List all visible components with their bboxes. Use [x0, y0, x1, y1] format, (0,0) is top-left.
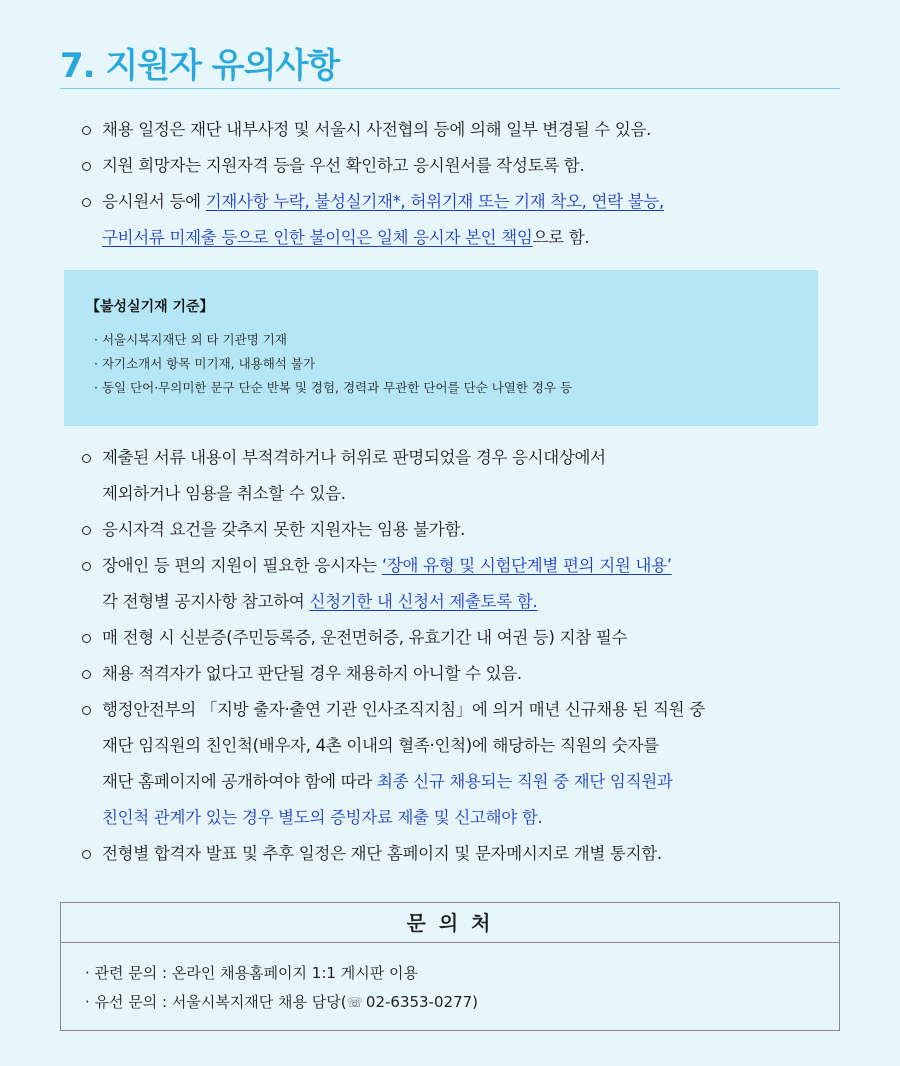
bullet-icon: [82, 526, 91, 535]
bullet-icon: [82, 850, 91, 859]
notice-item: [82, 692, 842, 836]
notice-highlight: 신청기한 내 신청서 제출토록 함.: [309, 592, 538, 611]
notice-highlight: 친인척 관계가 있는 경우 별도의 증빙자료 제출 및 신고해야 함.: [102, 808, 543, 827]
notice-highlight: 기재사항 누락, 불성실기재*, 허위기재 또는 기재 착오, 연락 불능,: [205, 192, 664, 211]
notice-item: [82, 184, 842, 256]
criteria-item: · 서울시복지재단 외 타 기관명 기재: [94, 332, 287, 347]
notice-text: 행정안전부의 「지방 출자·출연 기관 인사조직지침」에 의거 매년 신규채용 된 직원 중: [102, 700, 705, 719]
notice-text: 재단 임직원의 친인척(배우자, 4촌 이내의 혈족·인척)에 해당하는 직원의 숫자를: [102, 736, 659, 755]
contact-general: · 관련 문의 : 온라인 채용홈페이지 1:1 게시판 이용: [85, 964, 418, 982]
bullet-icon: [82, 562, 91, 571]
title-divider: [60, 88, 840, 89]
notice-text: 응시자격 요건을 갖추지 못한 지원자는 임용 불가함.: [102, 520, 466, 539]
criteria-title: 【불성실기재 기준】: [86, 299, 214, 315]
criteria-box: [82, 270, 842, 426]
bullet-icon: [82, 126, 91, 135]
notice-text: 재단 홈페이지에 공개하여야 함에 따라: [102, 772, 377, 791]
contact-phone-prefix: · 유선 문의 : 서울시복지재단 채용 담당(: [85, 993, 347, 1011]
notice-item: [82, 620, 842, 656]
notice-highlight: ‘장애 유형 및 시험단계별 편의 지원 내용’: [381, 556, 672, 575]
contact-phone-number: 02-6353-0277): [365, 993, 479, 1011]
bullet-icon: [82, 198, 91, 207]
notice-list: [82, 112, 842, 872]
notice-text: 으로 함.: [532, 228, 590, 247]
notice-item: [82, 440, 842, 512]
notice-text: 매 전형 시 신분증(주민등록증, 운전면허증, 유효기간 내 여권 등) 지참 필수: [102, 628, 628, 647]
notice-item: [82, 148, 842, 184]
notice-item: [82, 548, 842, 620]
notice-text: 지원 희망자는 지원자격 등을 우선 확인하고 응시원서를 작성토록 함.: [102, 156, 585, 175]
notice-item: [82, 112, 842, 148]
notice-text: 제외하거나 임용을 취소할 수 있음.: [102, 484, 346, 503]
contact-phone-line: [85, 988, 839, 1018]
bullet-icon: [82, 454, 91, 463]
notice-text: 각 전형별 공지사항 참고하여: [102, 592, 310, 611]
bullet-icon: [82, 670, 91, 679]
notice-item: [82, 656, 842, 692]
phone-icon: ☏: [346, 996, 363, 1011]
notice-text: 제출된 서류 내용이 부적격하거나 허위로 판명되었을 경우 응시대상에서: [102, 448, 606, 467]
criteria-item: · 동일 단어·무의미한 문구 단순 반복 및 경험, 경력과 무관한 단어를 단순 나열한 경우 등: [94, 380, 573, 395]
notice-text: 응시원서 등에: [102, 192, 206, 211]
notice-item: [82, 512, 842, 548]
bullet-icon: [82, 162, 91, 171]
notice-text: 채용 일정은 재단 내부사정 및 서울시 사전협의 등에 의해 일부 변경될 수 있음.: [102, 120, 652, 139]
page-title: 7. 지원자 유의사항: [60, 46, 340, 86]
bullet-icon: [82, 634, 91, 643]
contact-box: [60, 902, 840, 1031]
notice-highlight: 최종 신규 채용되는 직원 중 재단 임직원과: [376, 772, 673, 791]
notice-text: 장애인 등 편의 지원이 필요한 응시자는: [102, 556, 382, 575]
notice-text: 전형별 합격자 발표 및 추후 일정은 재단 홈페이지 및 문자메시지로 개별 통지함.: [102, 844, 662, 863]
notice-item: [82, 836, 842, 872]
notice-text: 채용 적격자가 없다고 판단될 경우 채용하지 아니할 수 있음.: [102, 664, 522, 683]
criteria-item: · 자기소개서 항목 미기재, 내용해석 불가: [94, 356, 316, 371]
contact-title: 문 의 처: [61, 903, 839, 943]
notice-highlight: 구비서류 미제출 등으로 인한 불이익은 일체 응시자 본인 책임: [102, 228, 533, 247]
bullet-icon: [82, 706, 91, 715]
